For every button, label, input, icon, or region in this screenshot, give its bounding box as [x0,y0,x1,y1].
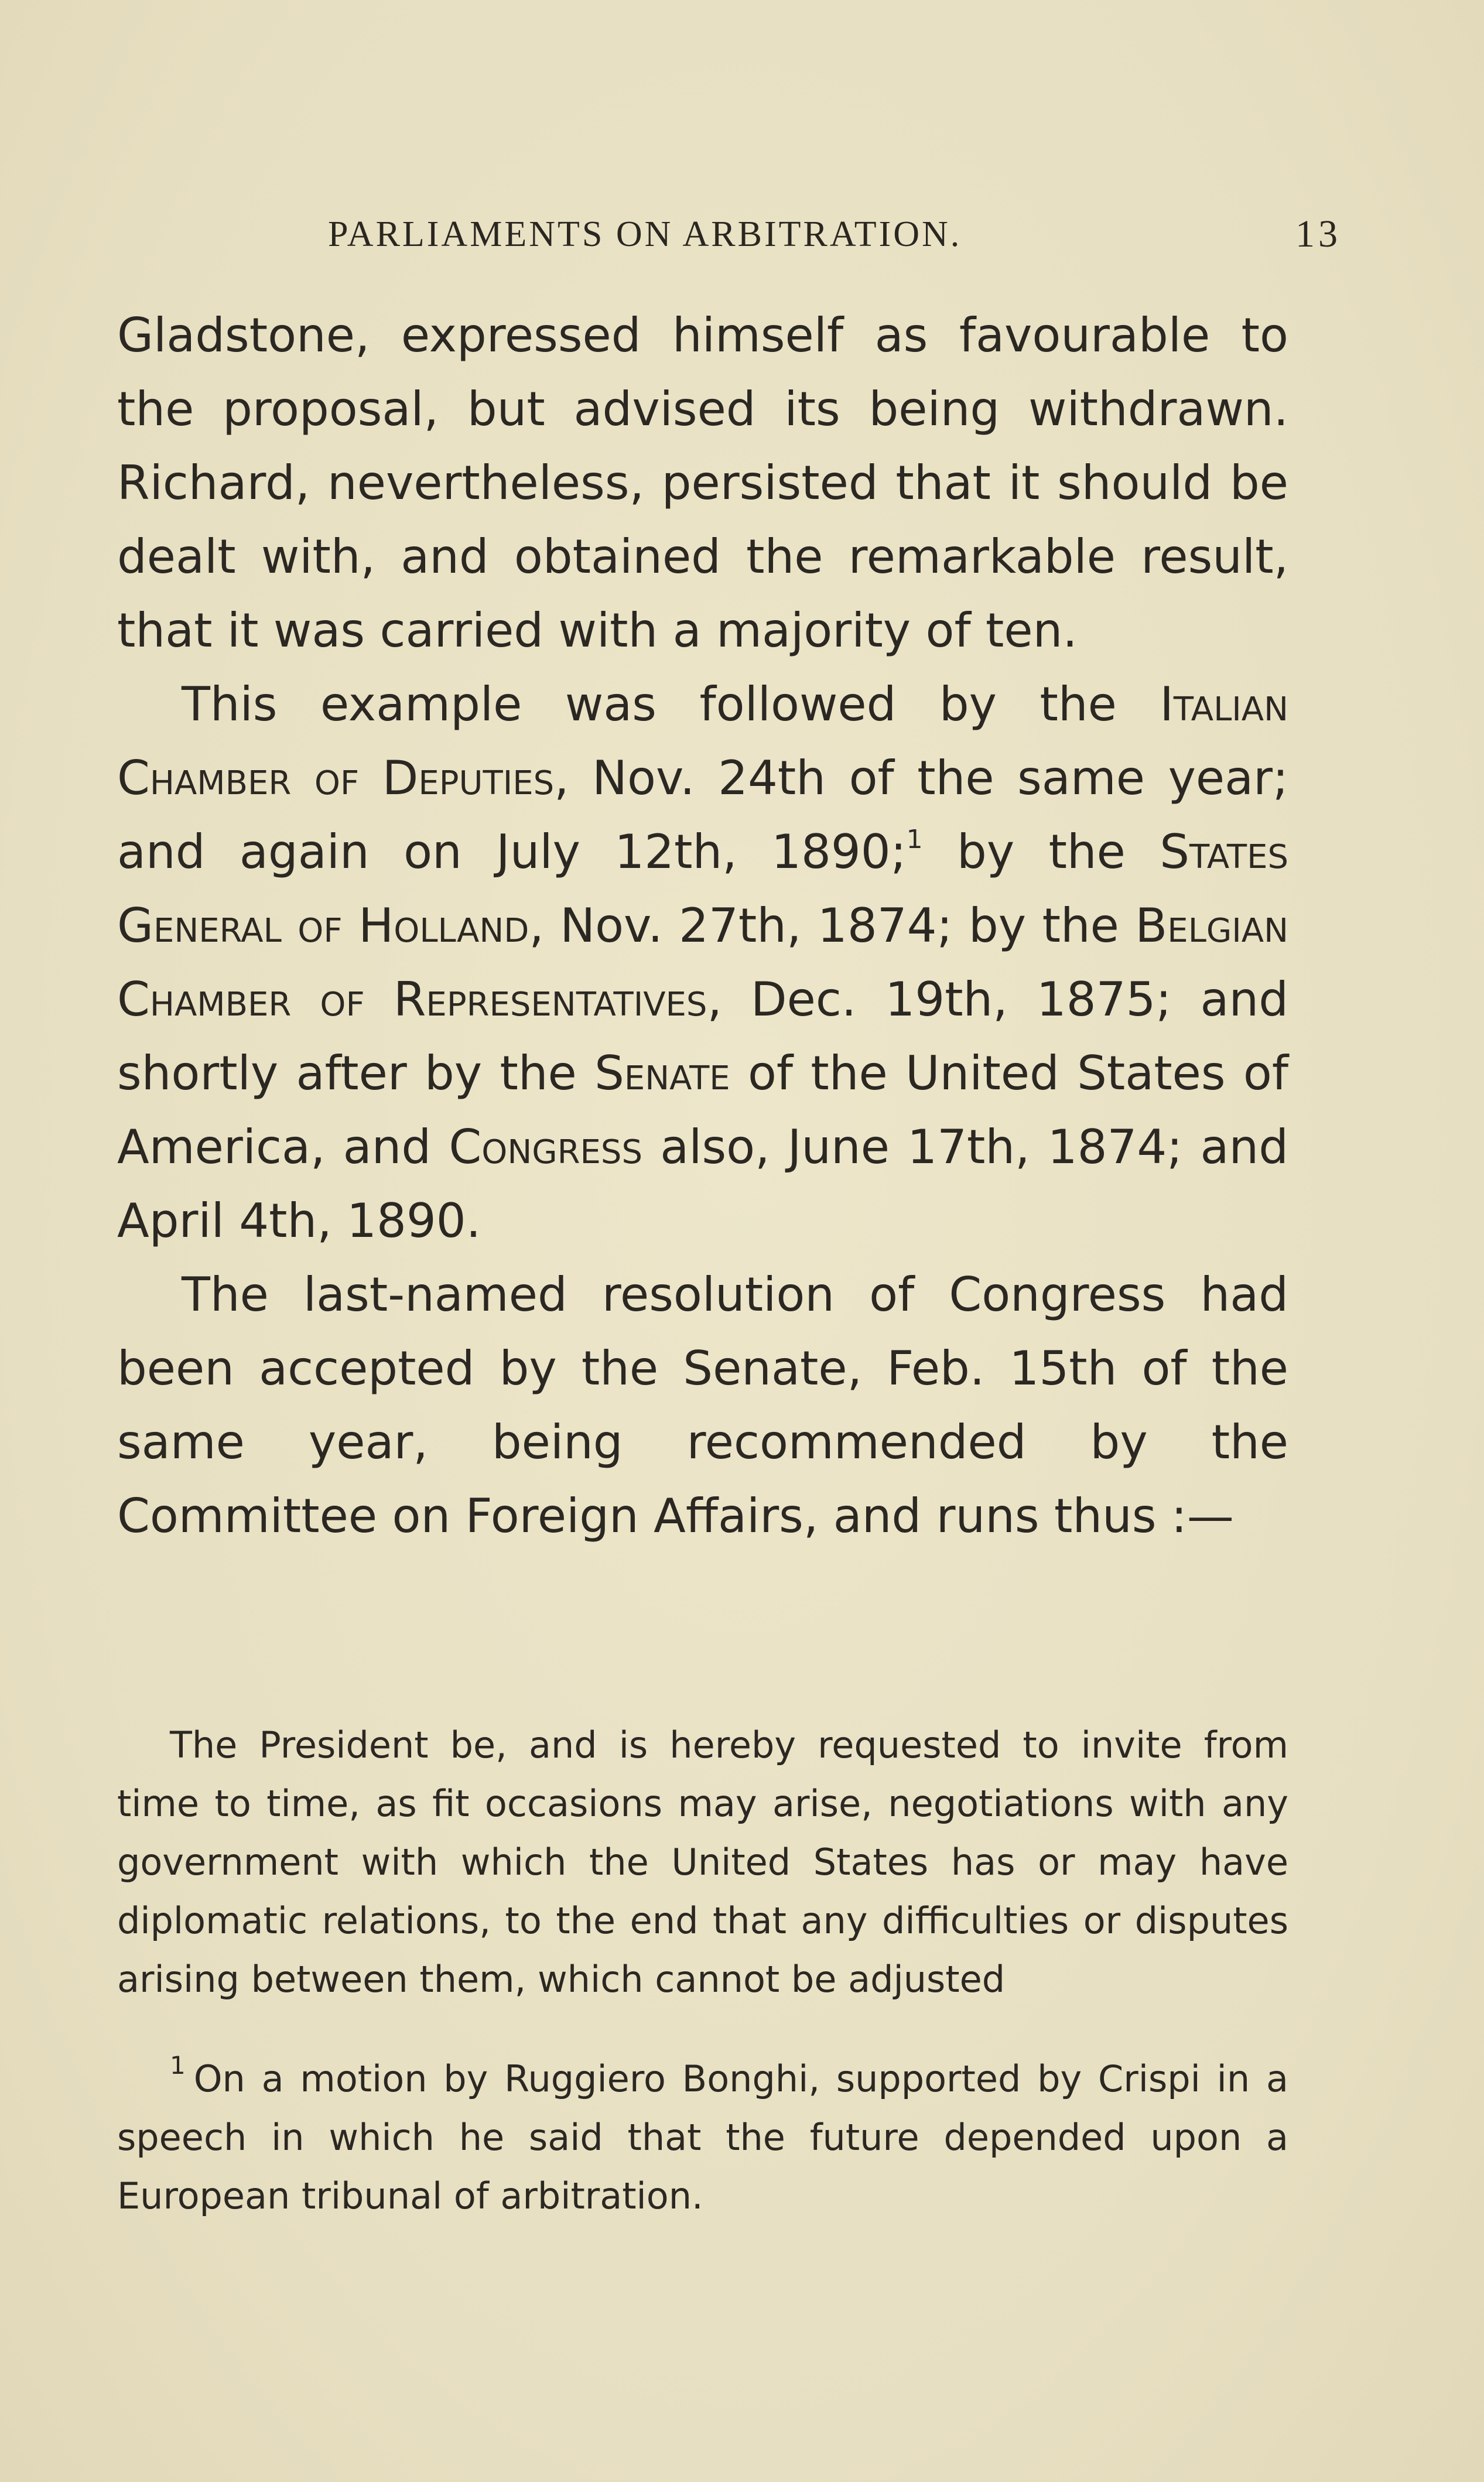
footnote-reference: 1 [906,825,923,855]
states-general-smallcaps: States General of Holland, [117,825,1289,953]
p2-text-1: This example was followed by the [182,677,1160,731]
p2-text-5: Dec. 19th, 1875; and shortly after by the [117,972,1288,1100]
p2-text-3: by the [922,825,1160,879]
paragraph-3: The last-named resolution of Congress had been accepted by the Senate, Feb. 15th of the same year, being recommended by the Committee on Foreign Affairs, and runs thus :— [117,1267,1288,1543]
p2-text-4: Nov. 27th, 1874; by the [543,898,1136,953]
congress-smallcaps: Congress [449,1120,642,1174]
page-number: 13 [1295,213,1341,255]
belgian-chamber-smallcaps: Belgian Chamber of Representatives, [117,898,1288,1027]
paragraph-2 [117,668,1288,1258]
p2-text-2: Nov. 24th of the same year; and again on July 12th, 1890; [117,751,1288,879]
running-title: PARLIAMENTS ON ARBITRATION. [328,214,962,254]
senate-smallcaps: Senate [594,1046,730,1100]
quoted-resolution: The President be, and is hereby requested to invite from time to time, as fit occasions may arise, negotiations with any government with which the United States has or may have diplomatic relations, to the end that any difficulties or disputes arising between them, which cannot be adjusted [117,1724,1288,2001]
main-text [117,299,1288,1553]
p2-text-7: also, June 17th, 1874; and April 4th, 1890. [117,1120,1288,1248]
footnote [117,2050,1288,2225]
p2-text-6: of the United States of America, and [117,1046,1289,1174]
paragraph-1: Gladstone, expressed himself as favourable to the proposal, but advised its being withdrawn. Richard, nevertheless, persisted that it should be dealt with, and obtained the remarkable result, that it was carried with a majority of ten. [117,308,1288,658]
running-head [117,202,1341,266]
footnote-marker: 1 [170,2051,186,2080]
footnote-text: On a motion by Ruggiero Bonghi, supported by Crispi in a speech in which he said that the future depended upon a European tribunal of arbitration. [117,2057,1288,2217]
italian-chamber-smallcaps: Italian Chamber of Deputies, [117,677,1288,805]
